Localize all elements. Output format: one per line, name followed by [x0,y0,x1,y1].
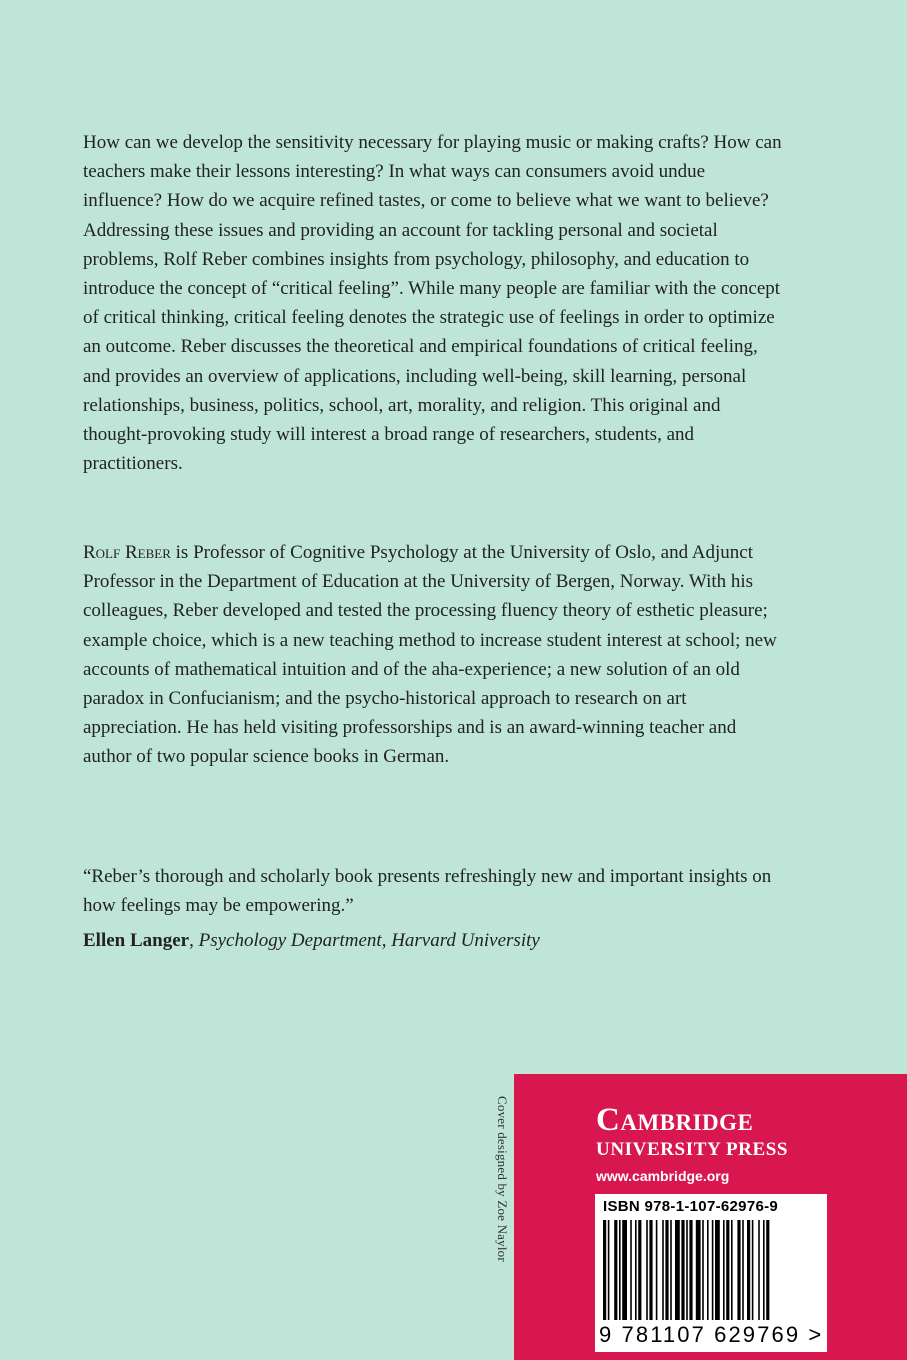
barcode-icon [601,1220,821,1324]
cover-design-credit: Cover designed by Zoe Naylor [495,1096,510,1262]
biography-text: is Professor of Cognitive Psychology at the University of Oslo, and Adjunct Professor in the Department of Education at the University of Bergen, Norway. With his colleagues, Reber developed and tested the processing fluency theory of esthetic pleasure; example choice, which is a new teaching method to increase student interest at school; new accounts of mathematical intuition and of the aha-experience; a new solution of an old paradox in Confucianism; and the psycho-historical approach to research on art appreciation. He has held visiting professorships and is an award-winning teacher and author of two popular science books in German. [83,542,777,768]
publisher-url: www.cambridge.org [596,1168,730,1184]
endorser-institution: Harvard University [391,930,540,952]
barcode-bar [646,1220,648,1320]
barcode-bar [614,1220,617,1320]
barcode-bar [758,1220,760,1320]
publisher-panel [514,1074,907,1360]
endorsement [83,862,783,956]
author-name: Rolf Reber [83,542,171,563]
barcode-bar [763,1220,765,1320]
description-text: How can we develop the sensitivity necessary for playing music or making crafts? How can teachers make their lessons interesting? In what ways can consumers avoid undue influence? How do we acquire refined tastes, or come to believe what we want to believe? Addressing these issues and providing an account for tackling personal and societal problems, Rolf Reber combines insights from psychology, philosophy, and education to introduce the concept of “critical feeling”. While many people are familiar with the concept of critical thinking, critical feeling denotes the strategic use of feelings in order to optimize an outcome. Reber discusses the theoretical and empirical foundations of critical feeling, and provides an overview of applications, including well-being, skill learning, personal relationships, business, politics, school, art, morality, and religion. This original and thought-provoking study will interest a broad range of researchers, students, and practitioners. [83,132,782,475]
barcode-bar [635,1220,637,1320]
barcode-bar [675,1220,680,1320]
isbn-label: ISBN 978-1-107-62976-9 [603,1198,779,1215]
barcode-bar [712,1220,714,1320]
barcode-bar [630,1220,632,1320]
barcode-bar [747,1220,750,1320]
barcode-bar [707,1220,709,1320]
barcode-bar [689,1220,692,1320]
barcode-bar [723,1220,725,1320]
barcode-bar [622,1220,627,1320]
publisher-subtitle: UNIVERSITY PRESS [596,1139,789,1160]
endorser-name: Ellen Langer [83,930,190,952]
barcode-bar [737,1220,740,1320]
endorser-department: Psychology Department [198,930,382,952]
barcode-bar [766,1220,769,1320]
barcode-bar [686,1220,688,1320]
barcode-digits: 9 781107 629769 > [599,1322,824,1347]
barcode-bar [726,1220,729,1320]
barcode-bar [603,1220,606,1320]
barcode-bar [649,1220,652,1320]
barcode-bar [670,1220,672,1320]
barcode-bar [702,1220,704,1320]
barcode-bar [665,1220,668,1320]
barcode-bar [731,1220,733,1320]
publisher-name: Cambridge [596,1102,754,1138]
author-biography [83,538,783,772]
endorsement-quote: “Reber’s thorough and scholarly book presents refreshingly new and important insights on how feelings may be empowering.” [83,866,772,917]
barcode-bar [656,1220,658,1320]
barcode-bar [662,1220,664,1320]
barcode-bar [752,1220,754,1320]
barcode-panel [595,1194,827,1352]
book-description [83,128,783,478]
barcode-bar [715,1220,720,1320]
barcode-bar [681,1220,684,1320]
barcode-bar [619,1220,621,1320]
endorsement-attribution: Ellen Langer, Psychology Department, Harvard University [83,930,540,952]
barcode-bar [742,1220,744,1320]
barcode-bar [696,1220,701,1320]
barcode-bar [638,1220,641,1320]
barcode-bar [608,1220,610,1320]
